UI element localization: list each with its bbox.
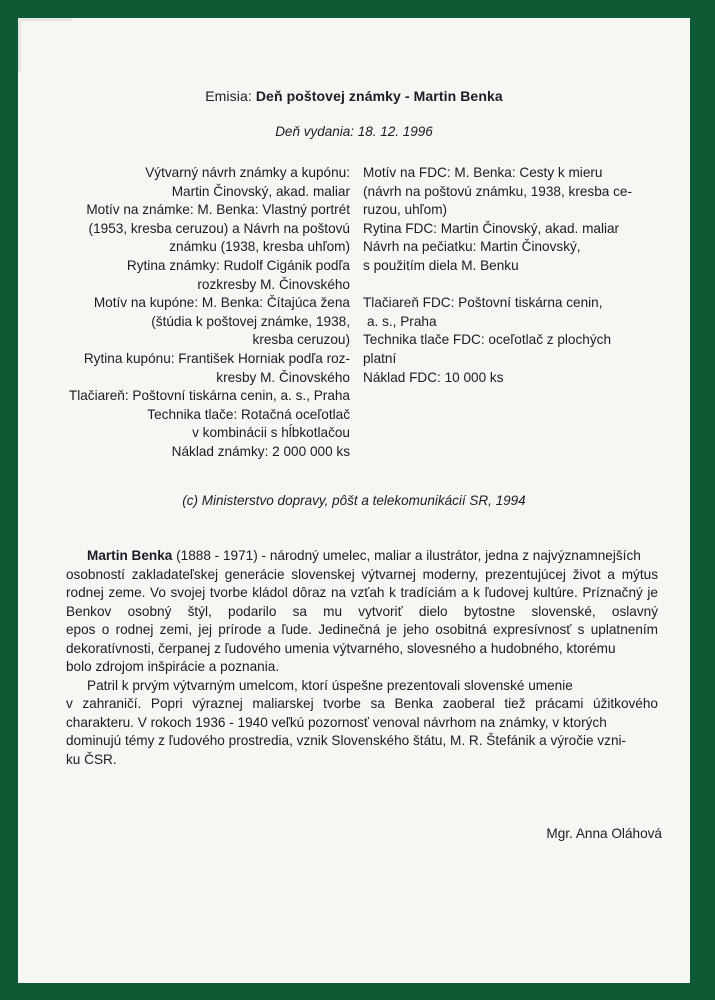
detail-line: (štúdia k poštovej známke, 1938, [151,313,350,329]
emisia-title: Deň poštovej známky - Martin Benka [255,88,503,104]
fdc-line: Rytina FDC: Martin Činovský, akad. maliar [363,220,620,236]
detail-line: Výtvarný návrh známky a kupónu: [145,165,350,180]
issue-date: Deň vydania: 18. 12. 1996 [275,124,433,139]
detail-line: kresba ceruzou) [252,332,350,348]
stamp-details-column [58,164,350,462]
bio-line: ku ČSR. [66,751,117,767]
bio-line: dominujú témy z ľudového prostredia, vznik Slovenského štátu, M. R. Štefánik a výročie vzni- [66,733,627,748]
emisia-heading [18,88,690,104]
author-signature: Mgr. Anna Oláhová [546,826,662,841]
fdc-line: (návrh na poštovú známku, 1938, kresba ce- [363,183,633,199]
fdc-line: Návrh na pečiatku: Martin Činovský, [363,239,581,255]
fdc-line: a. s., Praha [367,313,437,329]
column-spacer [363,276,653,295]
detail-line: Rytina známky: Rudolf Cigánik podľa [126,257,350,273]
bio-line: dekoratívnosti, čerpanej z ľudového umenia výtvarného, slovesného a hudobného, ktorému [66,640,616,656]
biography-text [66,547,658,769]
fdc-line: Tlačiareň FDC: Poštovní tiskárna cenin, [363,295,603,311]
detail-line: Tlačiareň: Poštovní tiskárna cenin, a. s., Praha [68,388,350,404]
document-card [18,18,690,983]
detail-line: v kombinácii s hĺbkotlačou [192,425,350,441]
detail-line: Motív na známke: M. Benka: Vlastný portrét [86,202,350,218]
detail-line: Rytina kupónu: František Horniak podľa roz- [83,350,350,366]
bio-line: rodnej zeme. Vo svojej tvorbe kládol dôraz na vzťah k tradíciám a k ľudovej kultúre. Príznačný je [66,585,658,600]
bio-line: osobností zakladateľskej generácie slovenskej výtvarnej moderny, prezentujúcej život a mýtus [66,566,658,582]
bio-line: Benkov osobný štýl, podarilo sa mu vytvoriť dielo bytostne slovenské, oslavný [66,603,658,619]
bio-name: Martin Benka [87,548,173,563]
emisia-label: Emisia: [205,88,252,104]
fdc-line: platní [363,350,397,366]
page-corner-fold [18,18,72,72]
fdc-line: s použitím diela M. Benku [363,257,519,273]
detail-line: Technika tlače: Rotačná oceľotlač [147,406,350,422]
bio-line: bolo zdrojom inšpirácie a poznania. [66,659,280,674]
bio-line [66,547,658,566]
bio-line: charakteru. V rokoch 1936 - 1940 veľkú pozornosť venoval návrhom na známky, v ktorých [66,714,607,730]
detail-line: Náklad známky: 2 000 000 ks [171,443,350,459]
detail-line: (1953, kresba ceruzou) a Návrh na poštovú [88,220,350,236]
detail-line: rozkresby M. Činovského [197,276,350,292]
fdc-line: Motív na FDC: M. Benka: Cesty k mieru [363,165,603,180]
detail-line: Martin Činovský, akad. maliar [171,183,350,199]
fdc-line: Technika tlače FDC: oceľotlač z plochých [363,332,612,348]
detail-line: známku (1938, kresba uhľom) [169,239,350,255]
fdc-line: ruzou, uhľom) [363,202,448,218]
fdc-line: Náklad FDC: 10 000 ks [363,369,504,385]
detail-line: Motív na kupóne: M. Benka: Čítajúca žena [93,295,350,311]
bio-line: v zahraničí. Popri výraznej maliarskej tvorbe sa Benka zaoberal tiež prácami úžitkového [66,696,658,711]
copyright-note: (c) Ministerstvo dopravy, pôšt a telekomunikácií SR, 1994 [182,493,526,508]
fdc-details-column [363,164,653,387]
bio-line: epos o rodnej zemi, jej prírode a ľude. Jedinečná je jeho osobitná expresívnosť s uplatnením [66,622,658,637]
bio-line: Patril k prvým výtvarným umelcom, ktorí úspešne prezentovali slovenské umenie [87,677,573,693]
detail-line: kresby M. Činovského [216,369,350,385]
bio-first-line: (1888 - 1971) - národný umelec, maliar a ilustrátor, jedna z najvýznamnejších [172,548,641,563]
